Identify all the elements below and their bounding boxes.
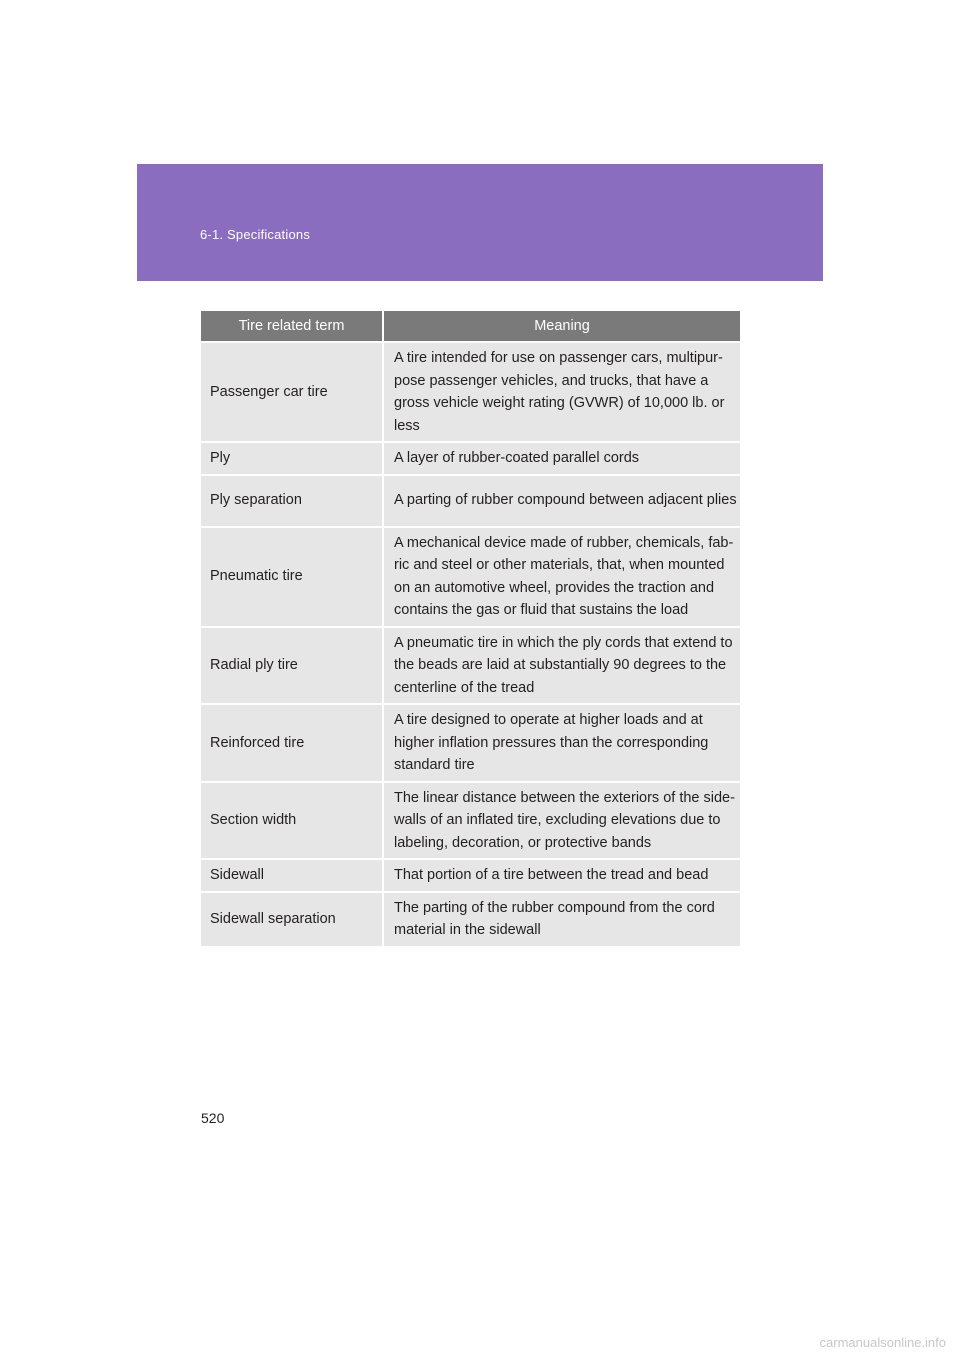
meaning-cell (383, 892, 740, 946)
column-header-term: Tire related term (201, 311, 383, 342)
meaning-cell (383, 442, 740, 475)
meaning-text: A layer of rubber-coated parallel cords (394, 450, 640, 466)
chapter-header-band (137, 164, 823, 281)
table-row (201, 892, 740, 946)
meaning-text: A pneumatic tire in which the ply cords that extend to the beads are laid at substantially 90 degrees to the centerline of the tread (394, 634, 733, 696)
meaning-text: The linear distance between the exteriors of the side-walls of an inflated tire, excluding elevations due to labeling, decoration, or protective bands (394, 789, 735, 851)
term-cell: Ply (201, 442, 383, 475)
page-number: 520 (201, 1110, 225, 1126)
table-header-row (201, 311, 740, 342)
term-cell: Pneumatic tire (201, 527, 383, 627)
meaning-cell (383, 704, 740, 782)
table-row (201, 704, 740, 782)
table-row (201, 527, 740, 627)
meaning-text: A tire designed to operate at higher loads and at higher inflation pressures than the corresponding standard tire (394, 712, 709, 773)
term-cell: Passenger car tire (201, 342, 383, 442)
meaning-cell (383, 342, 740, 442)
term-cell: Reinforced tire (201, 704, 383, 782)
term-cell: Sidewall (201, 859, 383, 892)
term-cell: Radial ply tire (201, 627, 383, 705)
table-row (201, 475, 740, 527)
term-cell: Section width (201, 782, 383, 860)
table-row (201, 627, 740, 705)
term-cell: Sidewall separation (201, 892, 383, 946)
meaning-text: That portion of a tire between the tread and bead (394, 867, 709, 883)
meaning-cell (383, 627, 740, 705)
meaning-cell (383, 859, 740, 892)
meaning-cell (383, 527, 740, 627)
table-row (201, 442, 740, 475)
table-row (201, 342, 740, 442)
term-cell: Ply separation (201, 475, 383, 527)
meaning-text: A tire intended for use on passenger cars, multipur-pose passenger vehicles, and trucks, that have a gross vehicle weight rating (GVWR) of 10,000 lb. or less (394, 350, 725, 434)
section-title: 6-1. Specifications (200, 227, 311, 242)
column-header-meaning: Meaning (383, 311, 740, 342)
tire-terms-table (201, 311, 740, 946)
meaning-cell (383, 475, 740, 527)
meaning-text: A mechanical device made of rubber, chemicals, fab-ric and steel or other materials, that, when mounted on an automotive wheel, provides the traction and contains the gas or fluid that sustains the load (394, 534, 734, 618)
meaning-text: A parting of rubber compound between adjacent plies (394, 492, 737, 509)
table-row (201, 782, 740, 860)
site-watermark: carmanualsonline.info (819, 1335, 946, 1350)
meaning-text: The parting of the rubber compound from the cord material in the sidewall (394, 899, 715, 938)
table-row (201, 859, 740, 892)
meaning-cell (383, 782, 740, 860)
